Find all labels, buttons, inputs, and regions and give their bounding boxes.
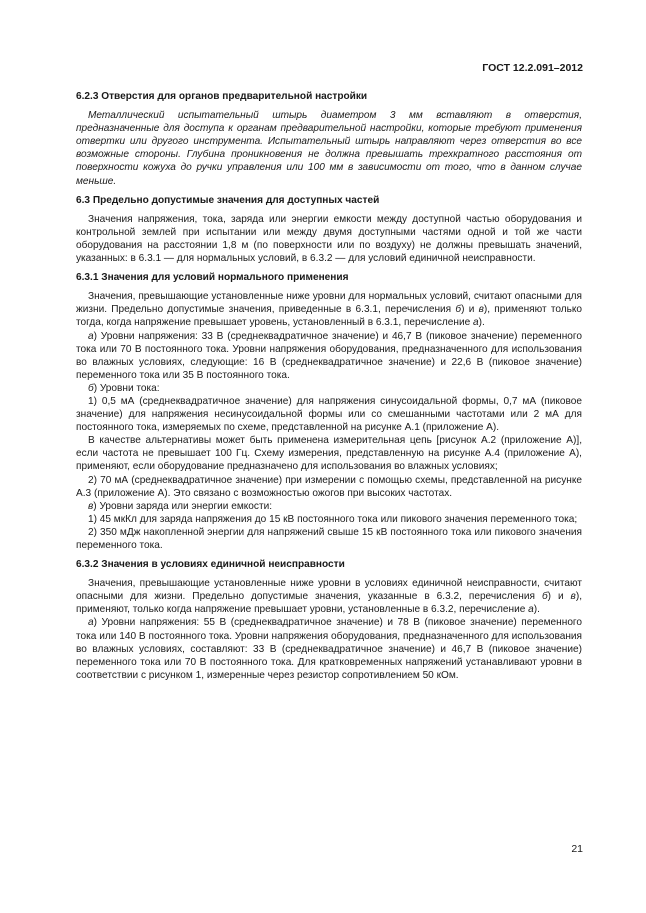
list-item: б) Уровни тока: xyxy=(88,382,160,394)
paragraph: Значения, превышающие установленные ниже уровни в условиях единичной неисправности, считают опасными для жизни. Предельно допустимые значения, указанные в 6.3.2, перечисления б) и в), применяют, только когда напряжение превышает уровни, установленные в 6.3.2, перечисление а). xyxy=(76,578,582,616)
list-item: 1) 45 мкКл для заряда напряжения до 15 кВ постоянного тока или пикового значения переменного тока; xyxy=(88,513,578,525)
section-heading-6-3: 6.3 Предельно допустимые значения для доступных частей xyxy=(76,194,380,206)
document-body xyxy=(76,90,582,682)
section-heading-6-2-3: 6.2.3 Отверстия для органов предварительной настройки xyxy=(76,91,368,102)
page-number: 21 xyxy=(571,843,583,855)
paragraph: Значения, превышающие установленные ниже уровни для нормальных условий, считают опасными для жизни. Предельно допустимые значения, приведенные в 6.3.1, перечисления б) и в), применяют только тогда, когда напряжение превышает уровень, установленный в 6.3.1, перечисление а). xyxy=(76,291,583,329)
list-item: 1) 0,5 мА (среднеквадратичное значение) для напряжения синусоидальной формы, 0,7 мА (пиковое значение) для напряжения несинусоидальной формы или со смешанными частотами или 2 мА для постоянного тока, измеряемых по схеме, представленной на рисунке А.1 (приложение А). xyxy=(76,395,582,434)
list-item: а) Уровни напряжения: 33 В (среднеквадратичное значение) и 46,7 В (пиковое значение) переменного тока или 70 В постоянного тока. Уровни напряжения оборудования, предназначенного для использования во влажных условиях, следующие: 16 В (среднеквадратичное значение) и 22,6 В (пиковое значение) переменного тока или 35 В постоянного тока. xyxy=(76,330,582,381)
list-item: 2) 70 мА (среднеквадратичное значение) при измерении с помощью схемы, представленной на рисунке А.3 (приложение А). Это связано с возможностью ожогов при высоких частотах. xyxy=(76,474,582,499)
list-item: а) Уровни напряжения: 55 В (среднеквадратичное значение) и 78 В (пиковое значение) переменного тока или 140 В постоянного тока. Уровни напряжения оборудования, предназначенного для использования во влажных условиях, составляют: 33 В (среднеквадратичное значение) и 46,7 В (пиковое значение) переменного тока или 70 В постоянного тока. Для кратковременных напряжений устанавливают уровни в соответствии с рисунком 1, измеренные через резистор сопротивлением 50 кОм. xyxy=(76,617,582,681)
list-item: в) Уровни заряда или энергии емкости: xyxy=(88,500,273,512)
section-heading-6-3-2: 6.3.2 Значения в условиях единичной неисправности xyxy=(76,559,345,571)
paragraph: В качестве альтернативы может быть применена измерительная цепь [рисунок А.2 (приложение А)], если частота не превышает 100 Гц. Схему измерения, представленную на рисунке А.4 (приложение А), применяют, если оборудование предназначено для использования во влажных условиях; xyxy=(76,435,582,473)
paragraph: Значения напряжения, тока, заряда или энергии емкости между доступной частью оборудования и контрольной землей при испытании или между двумя доступными частями одной и той же части оборудования на расстоянии 1,8 м (по поверхности или по воздуху) не должны превышать значений, указанных: в 6.3.1 — для нормальных условий, в 6.3.2 — для условий единичной неисправности. xyxy=(76,213,582,265)
section-heading-6-3-1: 6.3.1 Значения для условий нормального применения xyxy=(76,272,349,284)
document-code: ГОСТ 12.2.091–2012 xyxy=(482,62,583,74)
paragraph: Металлический испытательный штырь диаметром 3 мм вставляют в отверстия, предназначенные для доступа к органам предварительной настройки, которые требуют применения отвертки или другого инструмента. Испытательный штырь направляют через отверстия во все возможные стороны. Глубина проникновения не должна превышать трехкратного расстояния от поверхности кожуха до ручки управления или 100 мм в зависимости от того, что в данном случае меньше. xyxy=(76,110,582,187)
list-item: 2) 350 мДж накопленной энергии для напряжений свыше 15 кВ постоянного тока или пикового значения переменного тока. xyxy=(76,526,582,551)
